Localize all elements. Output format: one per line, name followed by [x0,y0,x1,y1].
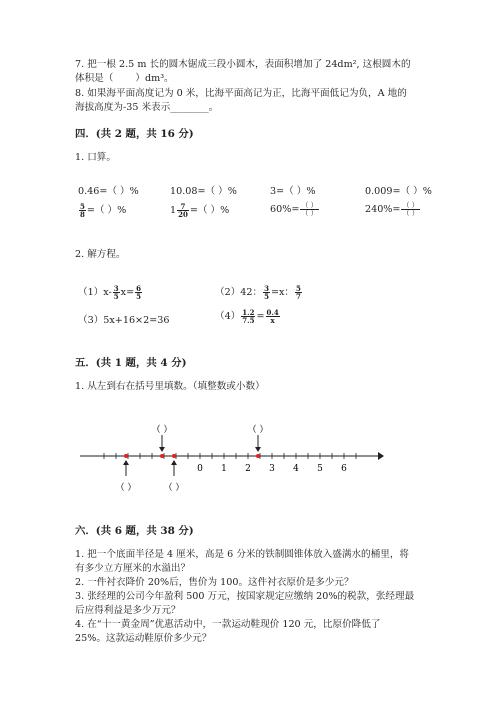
question-7-suffix: ）dm³。 [135,73,174,84]
equation-3: （3）5x+16×2=36 [78,315,170,326]
equation-4: （4） $\frac{1.2}{7.5}$ = $\frac{0.4}{x}$ [215,308,279,325]
section-6-title: 六．(共 6 题，共 38 分) [75,525,194,537]
oral-calc-3: 3=（ ）% [270,186,316,197]
section-6-line: 2. 一件衬衣降价 20%后，售价为 100。这件衬衣原价是多少元？ [75,577,354,588]
fraction: $\frac{( )}{( )}$ [301,201,318,217]
section-6-line: 后应得利益是多少万元？ [75,605,181,616]
fraction: $\frac{5}{8}$ [80,202,85,219]
section-6-line: 3. 张经理的公司今年盈利 500 万元，按国家规定应缴纳 20%的税款，张经理最 [75,591,415,602]
up-arrow-icon [171,460,177,465]
section-4-q2: 2. 解方程。 [75,249,126,260]
tick-label: 2 [245,464,251,474]
oral-calc-5: $\frac{5}{8}$ =（ ）% [80,202,127,219]
equation-1: （1）x- $\frac{3}{5}$ x= $\frac{6}{5}$ [78,284,141,301]
section-6-line: 1. 把一个底面半径是 4 厘米，高是 6 分米的铁制圆锥体放入盛满水的桶里，将 [75,549,410,560]
up-arrow-icon [123,460,129,465]
question-7-prefix: 体积是（ [75,73,114,84]
answer-blank[interactable]: （ ） [247,425,269,435]
fraction: $\frac{7}{20}$ [178,202,188,219]
question-7-line-1: 7. 把一根 2.5 m 长的圆木锯成三段小圆木，表面积增加了 24dm², 这根圆木的 [75,59,411,70]
answer-blank[interactable]: （ ） [163,483,185,493]
number-line [0,410,500,500]
section-4-q1: 1. 口算。 [75,152,116,163]
tick-label: 5 [317,464,323,474]
tick-label: 0 [197,464,203,474]
oral-calc-1: 0.46=（ ）% [78,186,139,197]
equation-2: （2）42： $\frac{3}{5}$ =x： $\frac{5}{7}$ [215,284,301,301]
section-6-line: 25%。这款运动鞋原价多少元？ [75,633,212,644]
oral-calc-7: 60%= $\frac{( )}{( )}$ [270,201,318,217]
section-6-line: 4. 在“十一黄金周”优惠活动中，一款运动鞋现价 120 元，比原价降低了 [75,619,381,630]
tick-label: 4 [293,464,299,474]
oral-calc-2: 10.08=（ ）% [170,186,237,197]
section-4-title: 四．(共 2 题，共 16 分) [75,128,194,140]
point-marker [160,454,164,458]
down-arrow-icon [255,447,261,452]
oral-calc-8: 240%= $\frac{( )}{( )}$ [365,201,419,217]
answer-blank[interactable]: （ ） [115,483,137,493]
answer-blank[interactable]: （ ） [151,425,173,435]
point-marker [124,454,128,458]
section-5-q1: 1. 从左到右在括号里填数。（填整数或小数） [75,381,265,392]
question-8-line-2: 海拔高度为-35 米表示________。 [75,102,219,113]
tick-label: 1 [221,464,227,474]
tick-label: 3 [269,464,275,474]
point-marker [256,454,260,458]
axis-arrowhead [378,452,384,460]
tick-label: 6 [341,464,347,474]
question-8-line-1: 8. 如果海平面高度记为 0 米，比海平面高记为正，比海平面低记为负，A 地的 [75,88,407,99]
section-6-line: 有多少立方厘米的水溢出？ [75,563,191,574]
oral-calc-6: 1 $\frac{7}{20}$ =（ ）% [170,202,230,219]
answer-blank[interactable] [113,72,135,81]
fraction: $\frac{( )}{( )}$ [402,201,419,217]
down-arrow-icon [159,447,165,452]
point-marker [172,454,176,458]
question-7-line-2 [75,72,174,85]
oral-calc-4: 0.009=（ ）% [365,186,432,197]
section-5-title: 五．(共 1 题，共 4 分) [75,357,187,369]
